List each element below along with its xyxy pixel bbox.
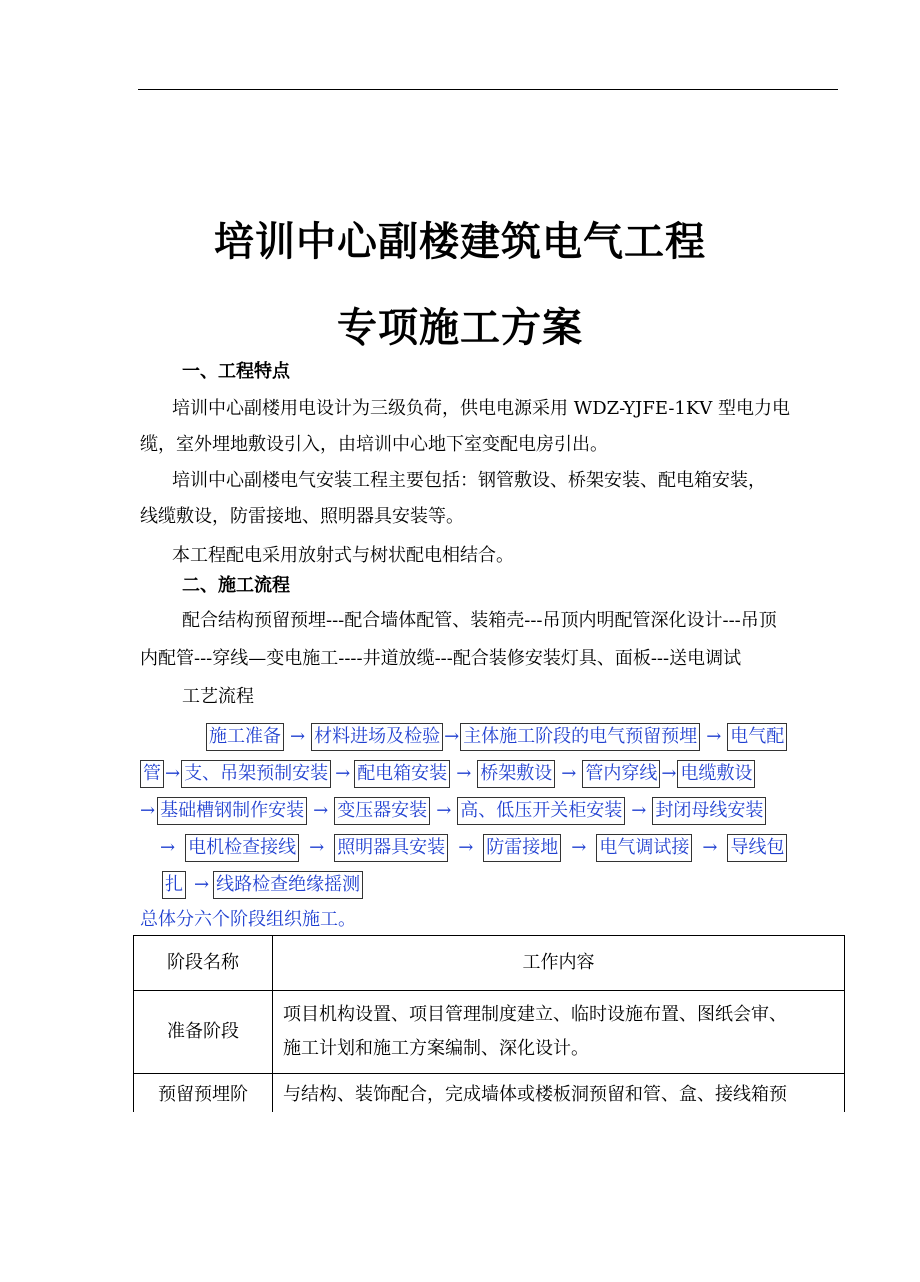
flow-step: 导线包 <box>727 834 787 862</box>
p2-line2: 线缆敷设，防雷接地、照明器具安装等。 <box>140 506 464 527</box>
flow-step: 高、低压开关柜安装 <box>457 797 625 825</box>
flow-row-5 <box>162 870 363 900</box>
flow-step: 基础槽钢制作安装 <box>157 797 307 825</box>
flow-step: 电气配 <box>727 723 787 751</box>
flow-arrow: → <box>436 800 452 821</box>
flow-arrow: → <box>661 763 677 784</box>
flow-arrow: → <box>702 837 718 858</box>
flow-arrow: → <box>456 763 472 784</box>
flow-arrow: → <box>458 837 474 858</box>
flow-step: 电气调试接 <box>596 834 692 862</box>
p1-line1: 培训中心副楼用电设计为三级负荷，供电电源采用 WDZ-YJFE-1KV 型电力电 <box>172 398 791 419</box>
table-header-cell: 工作内容 <box>273 936 845 991</box>
flow-step: 变压器安装 <box>334 797 430 825</box>
flow-arrow: → <box>631 800 647 821</box>
flow-row-3 <box>140 796 766 826</box>
flow-step: 封闭母线安装 <box>652 797 766 825</box>
flow-step: 防雷接地 <box>483 834 561 862</box>
flow-step: 桥架敷设 <box>477 760 555 788</box>
flow-arrow: → <box>313 800 329 821</box>
flow-step: 管 <box>140 760 164 788</box>
flow-step: 电缆敷设 <box>677 760 755 788</box>
phase-content <box>273 991 845 1074</box>
flow-arrow: → <box>140 800 156 821</box>
flow-arrow: → <box>194 874 210 895</box>
flow-step: 主体施工阶段的电气预留预埋 <box>460 723 700 751</box>
flow-arrow: → <box>706 726 722 747</box>
phase-content-line: 与结构、装饰配合，完成墙体或楼板洞预留和管、盒、接线箱预 <box>283 1084 787 1105</box>
table-row <box>134 991 845 1074</box>
flow-step: 管内穿线 <box>582 760 660 788</box>
p2-line1: 培训中心副楼电气安装工程主要包括：钢管敷设、桥架安装、配电箱安装， <box>172 470 766 491</box>
phase-name-line: 预留预埋阶 <box>158 1084 248 1105</box>
flow-step: 配电箱安装 <box>354 760 450 788</box>
phase-content-line: 项目机构设置、项目管理制度建立、临时设施布置、图纸会审、 <box>283 1004 787 1025</box>
table-header-row <box>134 936 845 991</box>
flow-arrow: → <box>335 763 351 784</box>
p3: 本工程配电采用放射式与树状配电相结合。 <box>172 545 514 566</box>
flow-step: 线路检查绝缘摇测 <box>213 871 363 899</box>
section1-heading: 一、工程特点 <box>182 361 290 382</box>
flow-arrow: → <box>571 837 587 858</box>
flow-arrow: → <box>561 763 577 784</box>
section2-heading: 二、施工流程 <box>182 575 290 596</box>
flow-step: 支、吊架预制安装 <box>181 760 331 788</box>
flow-arrow: → <box>165 763 181 784</box>
flow-step: 施工准备 <box>206 723 284 751</box>
phase-name: 准备阶段 <box>134 991 273 1074</box>
flow-step: 照明器具安装 <box>334 834 448 862</box>
flow-arrow: → <box>309 837 325 858</box>
process-label: 工艺流程 <box>182 686 254 707</box>
table-header-cell: 阶段名称 <box>134 936 273 991</box>
page-cut-mask <box>133 1112 853 1282</box>
flow-row-1 <box>206 722 787 752</box>
p1-line2: 缆，室外埋地敷设引入，由培训中心地下室变配电房引出。 <box>140 434 608 455</box>
flow-arrow: → <box>444 726 460 747</box>
doc-title-line1: 培训中心副楼建筑电气工程 <box>214 218 706 265</box>
summary-text: 总体分六个阶段组织施工。 <box>140 909 356 930</box>
flow-step: 材料进场及检验 <box>311 723 443 751</box>
flow-row-2 <box>140 759 755 789</box>
flow-arrow: → <box>160 837 176 858</box>
p4-line2: 内配管---穿线—变电施工----井道放缆---配合装修安装灯具、面板---送电调试 <box>140 648 742 669</box>
flow-row-4 <box>160 833 787 863</box>
header-rule <box>138 89 838 90</box>
flow-arrow: → <box>290 726 306 747</box>
flow-step: 扎 <box>162 871 186 899</box>
flow-step: 电机检查接线 <box>185 834 299 862</box>
doc-title-line2: 专项施工方案 <box>337 304 583 351</box>
p4-line1: 配合结构预留预埋---配合墙体配管、装箱壳---吊顶内明配管深化设计---吊顶 <box>182 610 777 631</box>
phase-content-line: 施工计划和施工方案编制、深化设计。 <box>283 1038 589 1059</box>
